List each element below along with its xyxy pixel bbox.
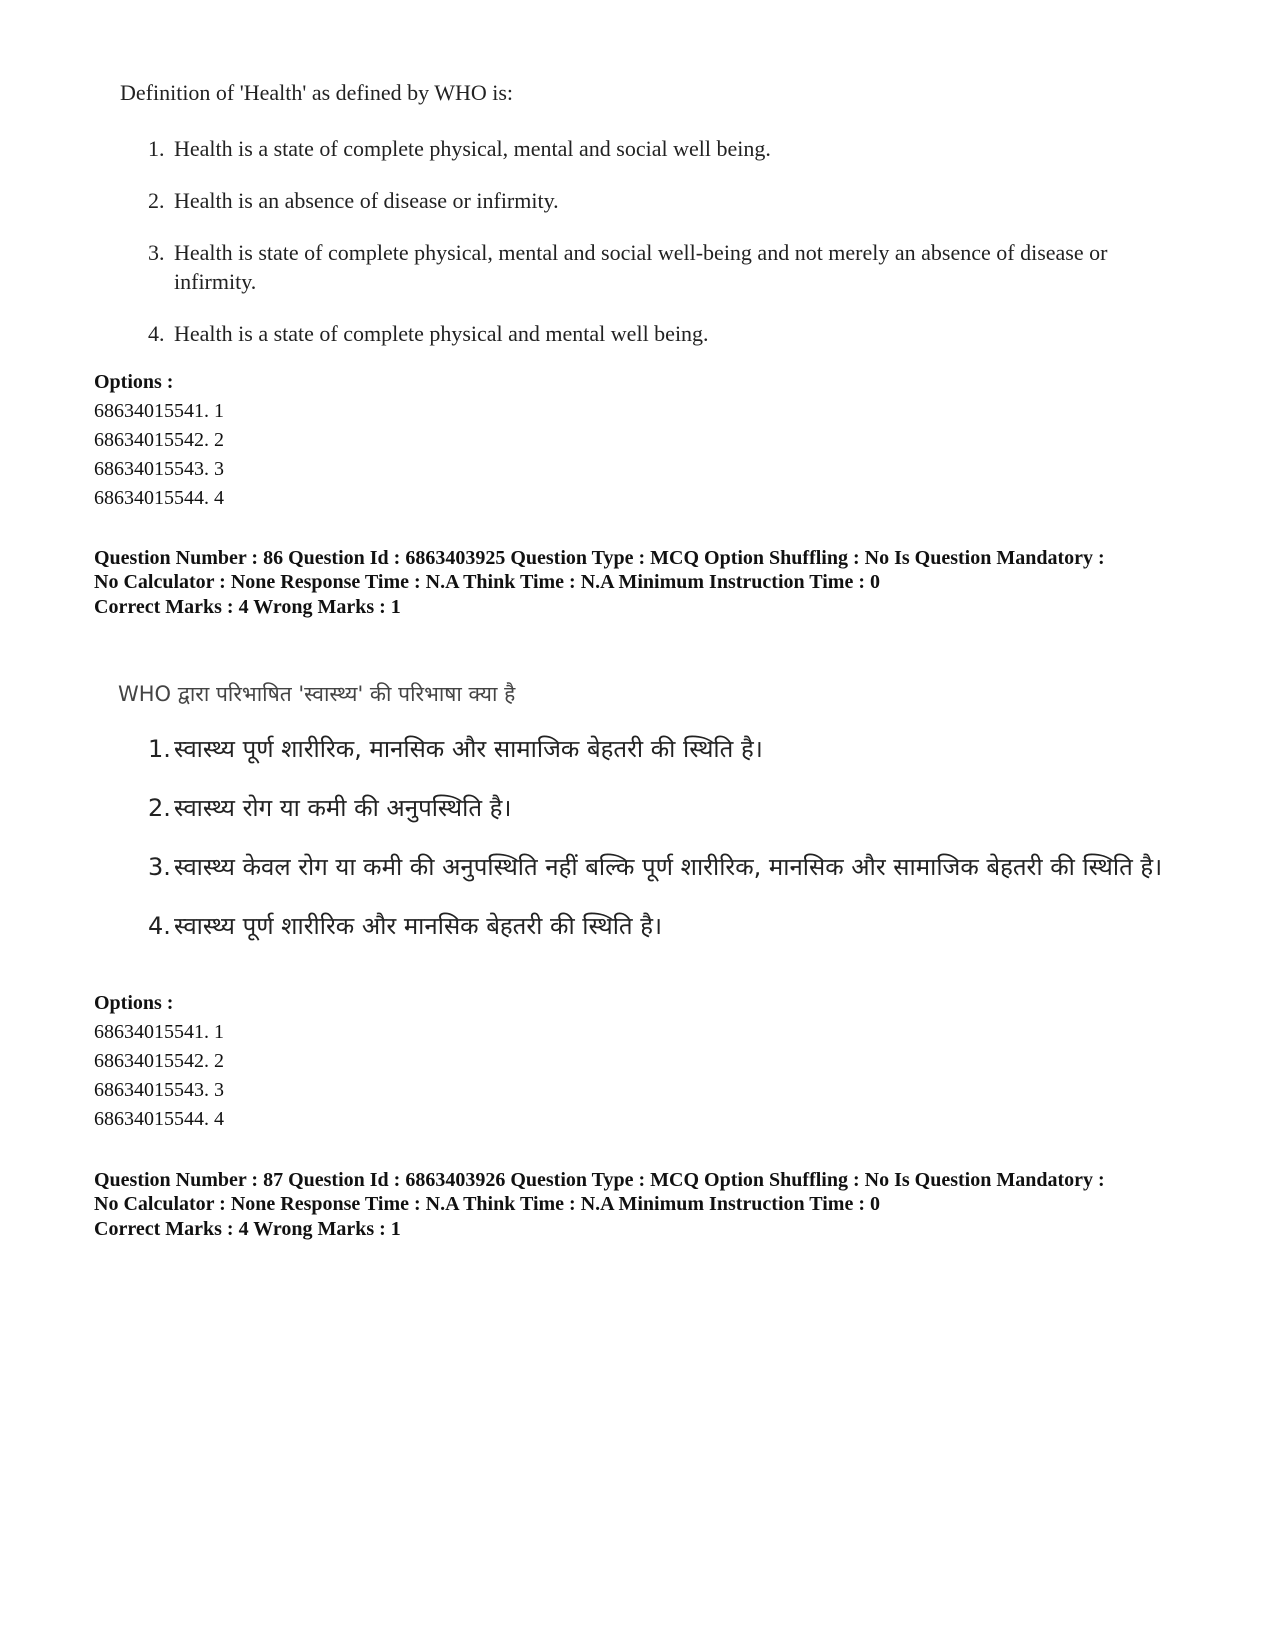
statement-number: 4. [148,321,165,346]
option-item: 68634015543. 3 [94,458,224,480]
statement-number: 4. [148,912,171,940]
options-label: Options : [94,371,174,393]
statement-text: स्वास्थ्य रोग या कमी की अनुपस्थिति है। [174,794,512,822]
option-item: 68634015544. 4 [94,1108,224,1130]
statement-item [148,734,1188,765]
question-86-intro: WHO द्वारा परिभाषित 'स्वास्थ्य' की परिभाषा क्या है [118,682,516,706]
statement-text: स्वास्थ्य केवल रोग या कमी की अनुपस्थिति नहीं बल्कि पूर्ण शारीरिक, मानसिक और सामाजिक बेहतरी की स्थिति है। [174,853,1163,881]
question-87-marks: Correct Marks : 4 Wrong Marks : 1 [94,1218,401,1240]
statement-item [148,793,1188,824]
question-86-statements [148,734,1188,970]
statement-text: Health is a state of complete physical, mental and social well being. [174,136,771,161]
meta-line: Question Number : 87 Question Id : 6863403926 Question Type : MCQ Option Shuffling : No Is Question Mandatory : [94,1169,1105,1191]
options-label: Options : [94,992,174,1014]
meta-line: No Calculator : None Response Time : N.A Think Time : N.A Minimum Instruction Time : 0 [94,1193,880,1215]
meta-line: No Calculator : None Response Time : N.A Think Time : N.A Minimum Instruction Time : 0 [94,571,880,593]
statement-item [148,134,1188,163]
statement-item [148,186,1188,215]
statement-number: 3. [148,240,165,265]
statement-text: Health is a state of complete physical and mental well being. [174,321,709,346]
statement-text: Health is an absence of disease or infirmity. [174,188,559,213]
option-item: 68634015541. 1 [94,400,224,422]
option-item: 68634015543. 3 [94,1079,224,1101]
statement-number: 2. [148,794,171,822]
statement-text: Health is state of complete physical, mental and social well-being and not merely an absence of disease or infirmity. [174,240,1108,294]
question-86-meta [94,546,1204,594]
option-item: 68634015541. 1 [94,1021,224,1043]
question-86-marks: Correct Marks : 4 Wrong Marks : 1 [94,596,401,618]
meta-line: Question Number : 86 Question Id : 6863403925 Question Type : MCQ Option Shuffling : No Is Question Mandatory : [94,547,1105,569]
options-list [94,1018,224,1134]
statement-item [148,238,1188,296]
question-85-intro: Definition of 'Health' as defined by WHO is: [120,80,514,105]
options-list [94,397,224,513]
option-item: 68634015542. 2 [94,1050,224,1072]
statement-number: 1. [148,136,165,161]
question-85-statements [148,134,1188,371]
statement-text: स्वास्थ्य पूर्ण शारीरिक, मानसिक और सामाजिक बेहतरी की स्थिति है। [174,735,763,763]
statement-number: 1. [148,735,171,763]
option-item: 68634015542. 2 [94,429,224,451]
statement-item [148,852,1188,883]
statement-item [148,319,1188,348]
question-87-meta [94,1168,1204,1216]
option-item: 68634015544. 4 [94,487,224,509]
statement-number: 2. [148,188,165,213]
statement-number: 3. [148,853,171,881]
statement-text: स्वास्थ्य पूर्ण शारीरिक और मानसिक बेहतरी की स्थिति है। [174,912,663,940]
statement-item [148,911,1188,942]
